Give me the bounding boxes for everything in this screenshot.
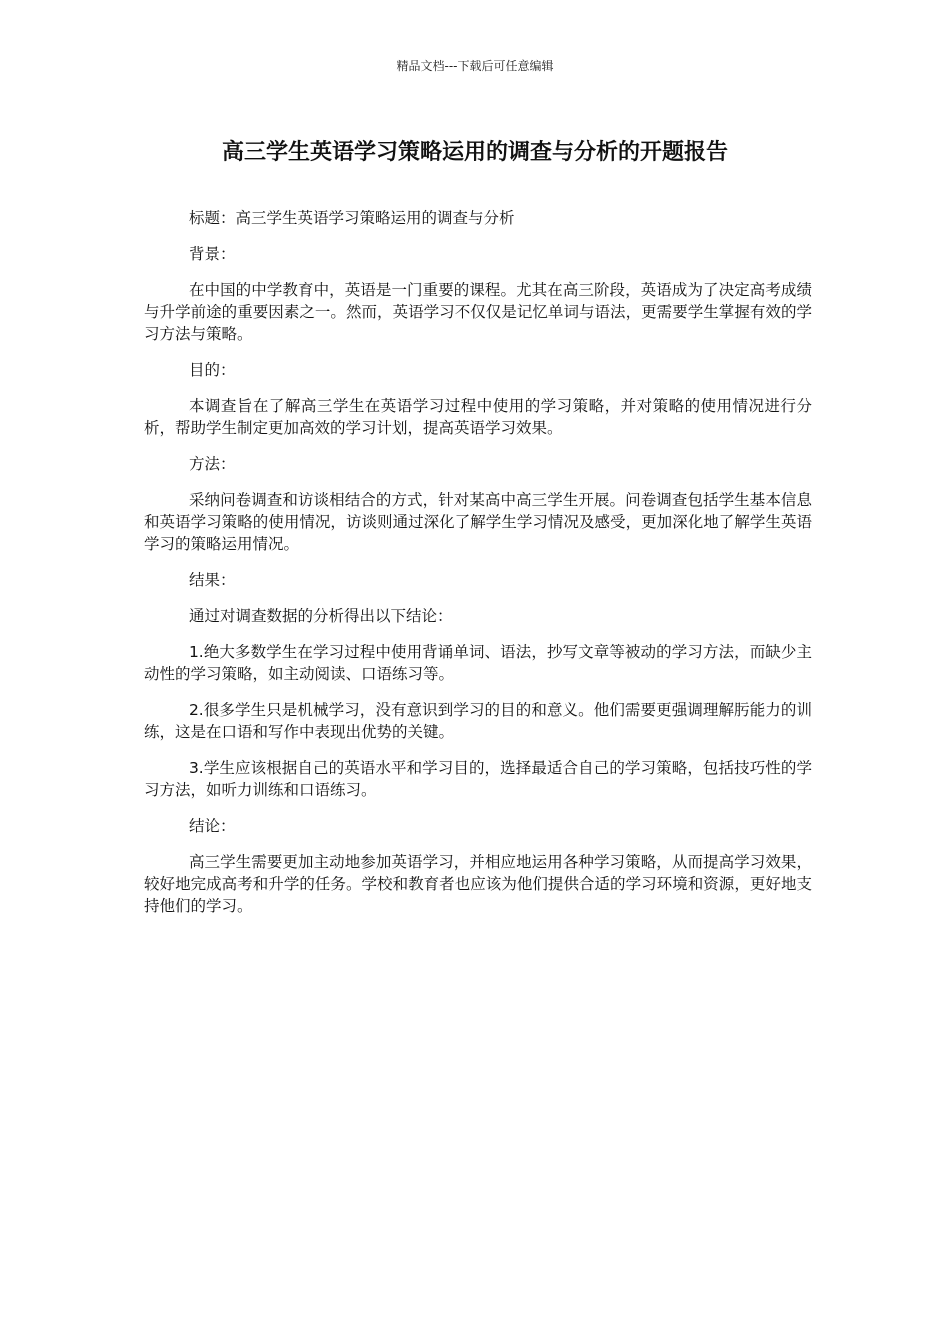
conclusion-label: 结论：	[188, 817, 236, 835]
method-paragraph: 采纳问卷调查和访谈相结合的方式，针对某高中高三学生开展。问卷调查包括学生基本信息和英语学习策略的使用情况，访谈则通过深化了解学生学习情况及感受，更加深化地了解学生英语学习的策略运用情况。	[144, 491, 812, 553]
results-intro: 通过对调查数据的分析得出以下结论：	[188, 607, 453, 625]
background-paragraph: 在中国的中学教育中，英语是一门重要的课程。尤其在高三阶段，英语成为了决定高考成绩与升学前途的重要因素之一。然而，英语学习不仅仅是记忆单词与语法，更需要学生掌握有效的学习方法与策略。	[144, 281, 812, 343]
document-title: 高三学生英语学习策略运用的调查与分析的开题报告	[221, 140, 728, 165]
header-note: 精品文档---下载后可任意编辑	[396, 59, 554, 73]
results-item-1: 1.绝大多数学生在学习过程中使用背诵单词、语法，抄写文章等被动的学习方法，而缺少主动性的学习策略，如主动阅读、口语练习等。	[144, 643, 812, 683]
conclusion-paragraph: 高三学生需要更加主动地参加英语学习，并相应地运用各种学习策略，从而提高学习效果，较好地完成高考和升学的任务。学校和教育者也应该为他们提供合适的学习环境和资源，更好地支持他们的学习。	[144, 853, 812, 915]
results-item-3: 3.学生应该根据自己的英语水平和学习目的，选择最适合自己的学习策略，包括技巧性的学习方法，如听力训练和口语练习。	[144, 759, 812, 799]
document-body	[144, 207, 812, 931]
background-label: 背景：	[188, 245, 236, 263]
purpose-label: 目的：	[188, 361, 236, 379]
method-label: 方法：	[188, 455, 236, 473]
results-label: 结果：	[188, 571, 236, 589]
purpose-paragraph: 本调查旨在了解高三学生在英语学习过程中使用的学习策略，并对策略的使用情况进行分析，帮助学生制定更加高效的学习计划，提高英语学习效果。	[144, 397, 812, 437]
results-item-2: 2.很多学生只是机械学习，没有意识到学习的目的和意义。他们需要更强调理解肟能力的训练，这是在口语和写作中表现出优势的关键。	[144, 701, 812, 741]
topic-line: 标题：高三学生英语学习策略运用的调查与分析	[188, 209, 515, 227]
